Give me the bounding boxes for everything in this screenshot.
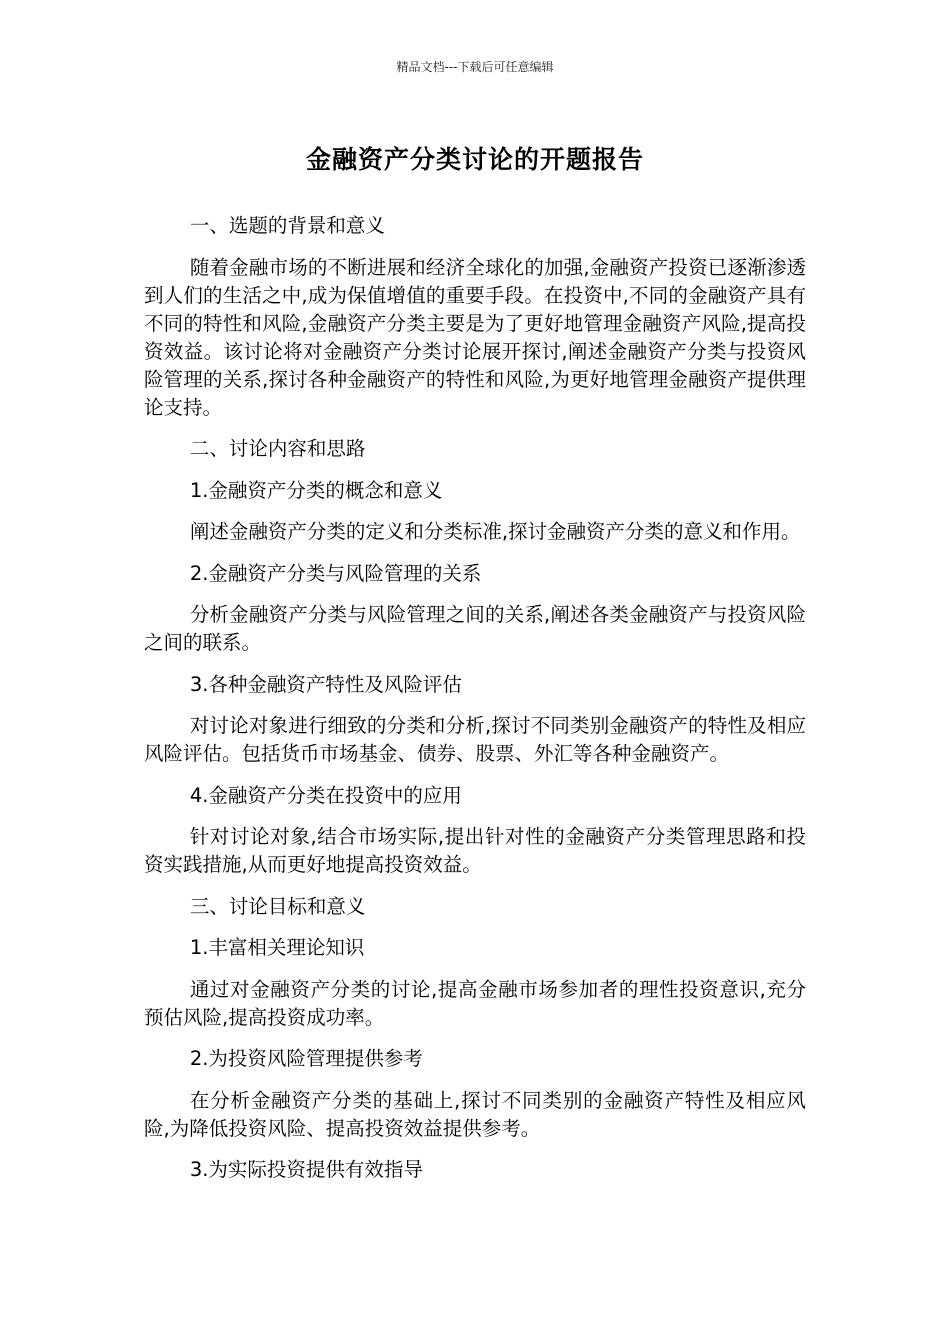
subsection-heading: 2.为投资风险管理提供参考: [189, 1047, 423, 1070]
subsection-heading: 1.金融资产分类的概念和意义: [189, 478, 443, 502]
body-paragraph: 通过对金融资产分类的讨论,提高金融市场参加者的理性投资意识,充分预估风险,提高投资成功率。: [144, 977, 806, 1029]
subsection-heading: 4.金融资产分类在投资中的应用: [189, 783, 462, 807]
document-body: [144, 212, 806, 1198]
body-paragraph: 在分析金融资产分类的基础上,探讨不同类别的金融资产特性及相应风险,为降低投资风险、提高投资效益提供参考。: [144, 1088, 806, 1140]
body-paragraph: 针对讨论对象,结合市场实际,提出针对性的金融资产分类管理思路和投资实践措施,从而更好地提高投资效益。: [144, 825, 806, 876]
body-paragraph: 随着金融市场的不断进展和经济全球化的加强,金融资产投资已逐渐渗透到人们的生活之中,成为保值增值的重要手段。在投资中,不同的金融资产具有不同的特性和风险,金融资产分类主要是为了更好地管理金融资产风险,提高投资效益。该讨论将对金融资产分类讨论展开探讨,阐述金融资产分类与投资风险管理的关系,探讨各种金融资产的特性和风险,为更好地管理金融资产提供理论支持。: [144, 255, 806, 419]
section-heading: 二、讨论内容和思路: [189, 437, 366, 460]
header-note: 精品文档---下载后可任意编辑: [396, 60, 554, 74]
subsection-heading: 3.为实际投资提供有效指导: [189, 1158, 423, 1181]
subsection-heading: 3.各种金融资产特性及风险评估: [189, 672, 462, 696]
document-title: 金融资产分类讨论的开题报告: [305, 145, 644, 174]
subsection-heading: 1.丰富相关理论知识: [189, 936, 365, 959]
body-paragraph: 分析金融资产分类与风险管理之间的关系,阐述各类金融资产与投资风险之间的联系。: [144, 603, 806, 654]
section-heading: 一、选题的背景和意义: [189, 214, 385, 237]
subsection-heading: 2.金融资产分类与风险管理的关系: [189, 561, 482, 585]
body-paragraph: 对讨论对象进行细致的分类和分析,探讨不同类别金融资产的特性及相应风险评估。包括货币市场基金、债券、股票、外汇等各种金融资产。: [144, 714, 806, 765]
body-paragraph: 阐述金融资产分类的定义和分类标准,探讨金融资产分类的意义和作用。: [189, 520, 801, 543]
section-heading: 三、讨论目标和意义: [189, 894, 366, 918]
